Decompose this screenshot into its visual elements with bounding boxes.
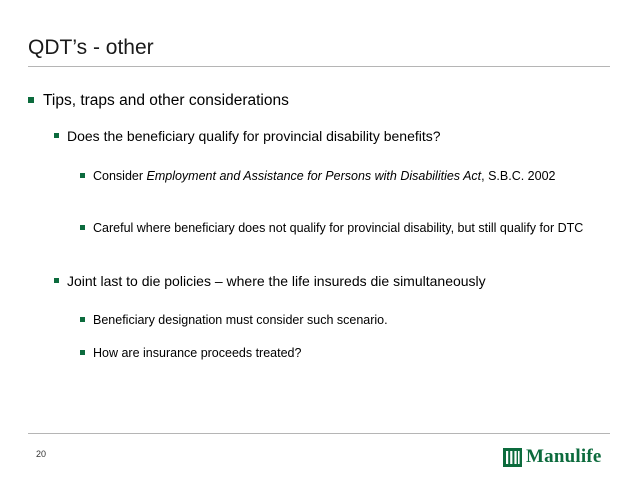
page-number: 20 [36, 449, 47, 459]
bullet-level1 [28, 92, 289, 110]
manulife-logo-icon [503, 448, 522, 467]
square-bullet-icon [80, 173, 85, 178]
bullet-level3 [80, 313, 388, 328]
square-bullet-icon [80, 350, 85, 355]
act-name-italic: Employment and Assistance for Persons with Disabilities Act [146, 169, 482, 183]
square-bullet-icon [28, 97, 34, 103]
square-bullet-icon [54, 133, 59, 138]
bullet-level2 [54, 273, 486, 289]
bullet-level3 [80, 221, 600, 236]
square-bullet-icon [54, 278, 59, 283]
logo-wordmark: Manulife [526, 446, 602, 467]
bullet-text-suffix: , S.B.C. 2002 [481, 169, 556, 183]
bullet-text: Careful where beneficiary does not qualify for provincial disability, but still qualify for DTC [93, 221, 584, 235]
footer-divider [28, 433, 610, 434]
bullet-text: How are insurance proceeds treated? [93, 346, 302, 360]
square-bullet-icon [80, 225, 85, 230]
bullet-level3 [80, 169, 590, 184]
bullet-text: Does the beneficiary qualify for provincial disability benefits? [67, 128, 441, 144]
bullet-level3 [80, 346, 301, 361]
title-divider [28, 66, 610, 67]
bullet-text [93, 169, 556, 184]
bullet-text: Tips, traps and other considerations [43, 92, 289, 109]
bullet-text: Joint last to die policies – where the life insureds die simultaneously [67, 273, 486, 289]
slide-title: QDT’s - other [28, 36, 154, 59]
bullet-text: Beneficiary designation must consider such scenario. [93, 313, 388, 327]
bullet-level2 [54, 128, 441, 144]
bullet-text-prefix: Consider [93, 169, 147, 183]
company-logo [503, 446, 602, 468]
square-bullet-icon [80, 317, 85, 322]
